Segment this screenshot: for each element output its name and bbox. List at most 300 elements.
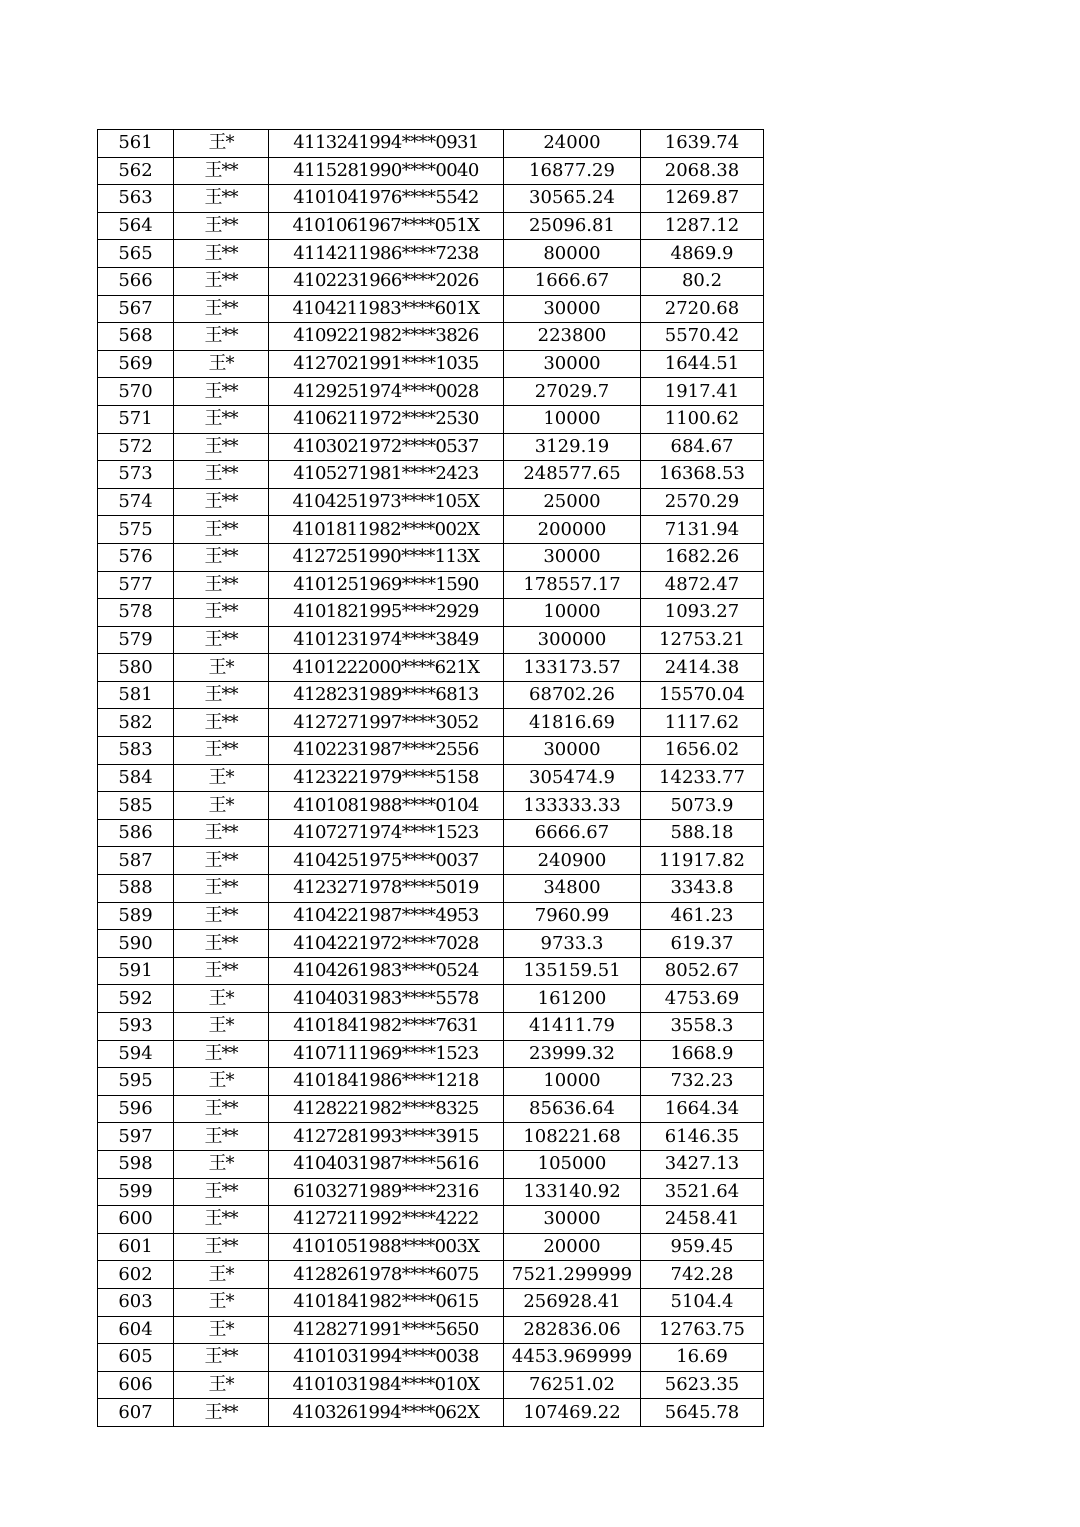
table-row [98, 626, 764, 654]
name-text: 王** [204, 849, 238, 871]
table-row [98, 1233, 764, 1261]
id-number-cell: 4104251975****0037 [269, 847, 504, 875]
id-number-cell: 6103271989****2316 [269, 1178, 504, 1206]
amount-cell: 133140.92 [504, 1178, 641, 1206]
row-number-cell: 571 [98, 405, 174, 433]
name-text: 王** [204, 1098, 238, 1120]
name-cell [174, 350, 269, 378]
name-cell [174, 516, 269, 544]
amount-cell: 30000 [504, 1206, 641, 1234]
amount-cell: 305474.9 [504, 764, 641, 792]
amount-cell: 240900 [504, 847, 641, 875]
row-number-cell: 581 [98, 681, 174, 709]
id-number-cell: 4107271974****1523 [269, 819, 504, 847]
interest-cell: 5104.4 [641, 1288, 764, 1316]
interest-cell: 3343.8 [641, 875, 764, 903]
row-number-cell: 605 [98, 1344, 174, 1372]
amount-cell: 30000 [504, 350, 641, 378]
amount-cell: 133333.33 [504, 792, 641, 820]
table-row [98, 1068, 764, 1096]
amount-cell: 25000 [504, 488, 641, 516]
row-number-cell: 602 [98, 1261, 174, 1289]
table-row [98, 930, 764, 958]
amount-cell: 30000 [504, 295, 641, 323]
row-number-cell: 577 [98, 571, 174, 599]
row-number-cell: 561 [98, 130, 174, 158]
interest-cell: 12753.21 [641, 626, 764, 654]
name-text: 王** [204, 242, 238, 264]
name-text: 王* [208, 794, 234, 816]
table-row [98, 1178, 764, 1206]
row-number-cell: 563 [98, 185, 174, 213]
name-text: 王** [204, 1346, 238, 1368]
name-cell [174, 626, 269, 654]
row-number-cell: 578 [98, 599, 174, 627]
table-row [98, 1316, 764, 1344]
name-text: 王* [208, 1070, 234, 1092]
table-row [98, 875, 764, 903]
row-number-cell: 590 [98, 930, 174, 958]
interest-cell: 461.23 [641, 902, 764, 930]
amount-cell: 68702.26 [504, 681, 641, 709]
interest-cell: 3558.3 [641, 1013, 764, 1041]
data-table [97, 129, 764, 1427]
id-number-cell: 4106211972****2530 [269, 405, 504, 433]
id-number-cell: 4102231966****2026 [269, 267, 504, 295]
name-cell [174, 875, 269, 903]
amount-cell: 9733.3 [504, 930, 641, 958]
interest-cell: 15570.04 [641, 681, 764, 709]
amount-cell: 41411.79 [504, 1013, 641, 1041]
amount-cell: 200000 [504, 516, 641, 544]
name-cell [174, 737, 269, 765]
id-number-cell: 4101061967****051X [269, 212, 504, 240]
table-row [98, 819, 764, 847]
table-row [98, 1261, 764, 1289]
interest-cell: 1668.9 [641, 1040, 764, 1068]
row-number-cell: 595 [98, 1068, 174, 1096]
amount-cell: 80000 [504, 240, 641, 268]
name-cell [174, 1095, 269, 1123]
interest-cell: 588.18 [641, 819, 764, 847]
row-number-cell: 600 [98, 1206, 174, 1234]
table-row [98, 378, 764, 406]
name-text: 王** [204, 215, 238, 237]
id-number-cell: 4101841982****7631 [269, 1013, 504, 1041]
id-number-cell: 4104251973****105X [269, 488, 504, 516]
table-row [98, 295, 764, 323]
interest-cell: 1093.27 [641, 599, 764, 627]
amount-cell: 1666.67 [504, 267, 641, 295]
name-text: 王** [204, 601, 238, 623]
table-row [98, 1344, 764, 1372]
row-number-cell: 588 [98, 875, 174, 903]
name-cell [174, 240, 269, 268]
name-text: 王** [204, 546, 238, 568]
id-number-cell: 4101041976****5542 [269, 185, 504, 213]
id-number-cell: 4101031994****0038 [269, 1344, 504, 1372]
table-row [98, 405, 764, 433]
row-number-cell: 585 [98, 792, 174, 820]
interest-cell: 959.45 [641, 1233, 764, 1261]
name-cell [174, 212, 269, 240]
name-text: 王** [204, 1208, 238, 1230]
id-number-cell: 4105271981****2423 [269, 461, 504, 489]
amount-cell: 300000 [504, 626, 641, 654]
interest-cell: 2414.38 [641, 654, 764, 682]
amount-cell: 76251.02 [504, 1371, 641, 1399]
table-row [98, 1040, 764, 1068]
name-cell [174, 378, 269, 406]
amount-cell: 10000 [504, 599, 641, 627]
id-number-cell: 4127251990****113X [269, 543, 504, 571]
interest-cell: 8052.67 [641, 957, 764, 985]
row-number-cell: 604 [98, 1316, 174, 1344]
name-text: 王** [204, 187, 238, 209]
row-number-cell: 592 [98, 985, 174, 1013]
interest-cell: 1664.34 [641, 1095, 764, 1123]
name-cell [174, 543, 269, 571]
interest-cell: 1269.87 [641, 185, 764, 213]
table-row [98, 599, 764, 627]
row-number-cell: 589 [98, 902, 174, 930]
table-row [98, 1150, 764, 1178]
id-number-cell: 4101222000****621X [269, 654, 504, 682]
name-cell [174, 1040, 269, 1068]
amount-cell: 20000 [504, 1233, 641, 1261]
id-number-cell: 4103021972****0537 [269, 433, 504, 461]
row-number-cell: 584 [98, 764, 174, 792]
id-number-cell: 4107111969****1523 [269, 1040, 504, 1068]
table-row [98, 737, 764, 765]
id-number-cell: 4104221987****4953 [269, 902, 504, 930]
row-number-cell: 594 [98, 1040, 174, 1068]
row-number-cell: 568 [98, 323, 174, 351]
row-number-cell: 576 [98, 543, 174, 571]
name-text: 王** [204, 932, 238, 954]
table-row [98, 571, 764, 599]
name-cell [174, 295, 269, 323]
name-text: 王* [208, 987, 234, 1009]
name-text: 王** [204, 1042, 238, 1064]
amount-cell: 256928.41 [504, 1288, 641, 1316]
interest-cell: 16368.53 [641, 461, 764, 489]
table-row [98, 1288, 764, 1316]
amount-cell: 30000 [504, 737, 641, 765]
name-text: 王** [204, 518, 238, 540]
name-cell [174, 571, 269, 599]
amount-cell: 223800 [504, 323, 641, 351]
id-number-cell: 4101821995****2929 [269, 599, 504, 627]
id-number-cell: 4127021991****1035 [269, 350, 504, 378]
name-cell [174, 847, 269, 875]
row-number-cell: 597 [98, 1123, 174, 1151]
id-number-cell: 4123221979****5158 [269, 764, 504, 792]
amount-cell: 161200 [504, 985, 641, 1013]
name-text: 王* [208, 656, 234, 678]
name-cell [174, 599, 269, 627]
table-body [98, 130, 764, 1427]
row-number-cell: 607 [98, 1399, 174, 1427]
id-number-cell: 4128231989****6813 [269, 681, 504, 709]
id-number-cell: 4127211992****4222 [269, 1206, 504, 1234]
name-cell [174, 157, 269, 185]
id-number-cell: 4115281990****0040 [269, 157, 504, 185]
table-row [98, 681, 764, 709]
amount-cell: 6666.67 [504, 819, 641, 847]
table-row [98, 240, 764, 268]
id-number-cell: 4104261983****0524 [269, 957, 504, 985]
interest-cell: 684.67 [641, 433, 764, 461]
table-row [98, 433, 764, 461]
amount-cell: 24000 [504, 130, 641, 158]
interest-cell: 3521.64 [641, 1178, 764, 1206]
name-text: 王** [204, 1236, 238, 1258]
interest-cell: 1100.62 [641, 405, 764, 433]
amount-cell: 105000 [504, 1150, 641, 1178]
interest-cell: 80.2 [641, 267, 764, 295]
name-text: 王** [204, 380, 238, 402]
table-row [98, 902, 764, 930]
row-number-cell: 579 [98, 626, 174, 654]
name-text: 王* [208, 766, 234, 788]
name-text: 王* [208, 1015, 234, 1037]
table-row [98, 1123, 764, 1151]
name-cell [174, 1013, 269, 1041]
id-number-cell: 4103261994****062X [269, 1399, 504, 1427]
table-row [98, 654, 764, 682]
interest-cell: 5073.9 [641, 792, 764, 820]
row-number-cell: 570 [98, 378, 174, 406]
id-number-cell: 4101031984****010X [269, 1371, 504, 1399]
table-row [98, 1399, 764, 1427]
table-row [98, 985, 764, 1013]
amount-cell: 34800 [504, 875, 641, 903]
id-number-cell: 4128221982****8325 [269, 1095, 504, 1123]
id-number-cell: 4104211983****601X [269, 295, 504, 323]
name-cell [174, 1316, 269, 1344]
interest-cell: 4869.9 [641, 240, 764, 268]
name-cell [174, 1371, 269, 1399]
name-text: 王** [204, 822, 238, 844]
table-row [98, 1206, 764, 1234]
id-number-cell: 4104031987****5616 [269, 1150, 504, 1178]
name-text: 王* [208, 353, 234, 375]
table-row [98, 792, 764, 820]
amount-cell: 41816.69 [504, 709, 641, 737]
amount-cell: 30565.24 [504, 185, 641, 213]
amount-cell: 107469.22 [504, 1399, 641, 1427]
interest-cell: 1682.26 [641, 543, 764, 571]
row-number-cell: 586 [98, 819, 174, 847]
table-row [98, 1371, 764, 1399]
id-number-cell: 4101051988****003X [269, 1233, 504, 1261]
row-number-cell: 599 [98, 1178, 174, 1206]
id-number-cell: 4101811982****002X [269, 516, 504, 544]
name-cell [174, 1068, 269, 1096]
table-row [98, 323, 764, 351]
id-number-cell: 4123271978****5019 [269, 875, 504, 903]
name-cell [174, 792, 269, 820]
amount-cell: 248577.65 [504, 461, 641, 489]
row-number-cell: 573 [98, 461, 174, 489]
id-number-cell: 4104221972****7028 [269, 930, 504, 958]
name-text: 王** [204, 1180, 238, 1202]
id-number-cell: 4128271991****5650 [269, 1316, 504, 1344]
id-number-cell: 4104031983****5578 [269, 985, 504, 1013]
row-number-cell: 598 [98, 1150, 174, 1178]
interest-cell: 1656.02 [641, 737, 764, 765]
name-text: 王** [204, 711, 238, 733]
table-row [98, 764, 764, 792]
interest-cell: 4753.69 [641, 985, 764, 1013]
name-text: 王** [204, 739, 238, 761]
id-number-cell: 4128261978****6075 [269, 1261, 504, 1289]
amount-cell: 135159.51 [504, 957, 641, 985]
amount-cell: 25096.81 [504, 212, 641, 240]
row-number-cell: 603 [98, 1288, 174, 1316]
id-number-cell: 4114211986****7238 [269, 240, 504, 268]
name-text: 王** [204, 491, 238, 513]
id-number-cell: 4127271997****3052 [269, 709, 504, 737]
amount-cell: 108221.68 [504, 1123, 641, 1151]
amount-cell: 23999.32 [504, 1040, 641, 1068]
id-number-cell: 4101081988****0104 [269, 792, 504, 820]
interest-cell: 1287.12 [641, 212, 764, 240]
table-row [98, 543, 764, 571]
name-text: 王** [204, 325, 238, 347]
row-number-cell: 601 [98, 1233, 174, 1261]
interest-cell: 2570.29 [641, 488, 764, 516]
name-cell [174, 461, 269, 489]
table-row [98, 267, 764, 295]
name-cell [174, 709, 269, 737]
row-number-cell: 562 [98, 157, 174, 185]
table-row [98, 847, 764, 875]
row-number-cell: 580 [98, 654, 174, 682]
name-cell [174, 1123, 269, 1151]
interest-cell: 4872.47 [641, 571, 764, 599]
interest-cell: 2068.38 [641, 157, 764, 185]
row-number-cell: 566 [98, 267, 174, 295]
amount-cell: 85636.64 [504, 1095, 641, 1123]
id-number-cell: 4102231987****2556 [269, 737, 504, 765]
interest-cell: 732.23 [641, 1068, 764, 1096]
row-number-cell: 575 [98, 516, 174, 544]
name-text: 王* [208, 1291, 234, 1313]
name-text: 王** [204, 297, 238, 319]
name-text: 王** [204, 877, 238, 899]
name-cell [174, 323, 269, 351]
id-number-cell: 4101251969****1590 [269, 571, 504, 599]
interest-cell: 5623.35 [641, 1371, 764, 1399]
interest-cell: 3427.13 [641, 1150, 764, 1178]
name-cell [174, 1344, 269, 1372]
id-number-cell: 4129251974****0028 [269, 378, 504, 406]
interest-cell: 2720.68 [641, 295, 764, 323]
name-text: 王* [208, 1318, 234, 1340]
amount-cell: 133173.57 [504, 654, 641, 682]
table-row [98, 709, 764, 737]
id-number-cell: 4101841982****0615 [269, 1288, 504, 1316]
interest-cell: 12763.75 [641, 1316, 764, 1344]
table-row [98, 957, 764, 985]
amount-cell: 178557.17 [504, 571, 641, 599]
row-number-cell: 567 [98, 295, 174, 323]
table-row [98, 1095, 764, 1123]
interest-cell: 11917.82 [641, 847, 764, 875]
amount-cell: 30000 [504, 543, 641, 571]
name-cell [174, 681, 269, 709]
table-row [98, 461, 764, 489]
name-cell [174, 654, 269, 682]
name-cell [174, 267, 269, 295]
name-cell [174, 130, 269, 158]
name-text: 王** [204, 1401, 238, 1423]
name-text: 王** [204, 960, 238, 982]
interest-cell: 6146.35 [641, 1123, 764, 1151]
interest-cell: 619.37 [641, 930, 764, 958]
amount-cell: 7521.299999 [504, 1261, 641, 1289]
name-cell [174, 488, 269, 516]
table-row [98, 1013, 764, 1041]
amount-cell: 3129.19 [504, 433, 641, 461]
name-cell [174, 902, 269, 930]
name-text: 王** [204, 628, 238, 650]
table-row [98, 130, 764, 158]
row-number-cell: 565 [98, 240, 174, 268]
table-row [98, 350, 764, 378]
name-text: 王** [204, 463, 238, 485]
row-number-cell: 572 [98, 433, 174, 461]
interest-cell: 1644.51 [641, 350, 764, 378]
table-row [98, 157, 764, 185]
name-text: 王** [204, 435, 238, 457]
interest-cell: 1639.74 [641, 130, 764, 158]
interest-cell: 2458.41 [641, 1206, 764, 1234]
name-text: 王* [208, 1153, 234, 1175]
interest-cell: 1917.41 [641, 378, 764, 406]
name-text: 王** [204, 159, 238, 181]
name-text: 王** [204, 904, 238, 926]
name-cell [174, 1178, 269, 1206]
interest-cell: 5645.78 [641, 1399, 764, 1427]
name-cell [174, 1150, 269, 1178]
amount-cell: 10000 [504, 1068, 641, 1096]
interest-cell: 742.28 [641, 1261, 764, 1289]
row-number-cell: 587 [98, 847, 174, 875]
table-row [98, 488, 764, 516]
table-row [98, 212, 764, 240]
amount-cell: 10000 [504, 405, 641, 433]
amount-cell: 4453.969999 [504, 1344, 641, 1372]
name-cell [174, 1206, 269, 1234]
interest-cell: 1117.62 [641, 709, 764, 737]
interest-cell: 16.69 [641, 1344, 764, 1372]
id-number-cell: 4113241994****0931 [269, 130, 504, 158]
name-cell [174, 405, 269, 433]
table-row [98, 516, 764, 544]
name-cell [174, 930, 269, 958]
id-number-cell: 4101231974****3849 [269, 626, 504, 654]
name-text: 王** [204, 408, 238, 430]
row-number-cell: 593 [98, 1013, 174, 1041]
id-number-cell: 4127281993****3915 [269, 1123, 504, 1151]
name-cell [174, 819, 269, 847]
row-number-cell: 564 [98, 212, 174, 240]
interest-cell: 5570.42 [641, 323, 764, 351]
row-number-cell: 606 [98, 1371, 174, 1399]
